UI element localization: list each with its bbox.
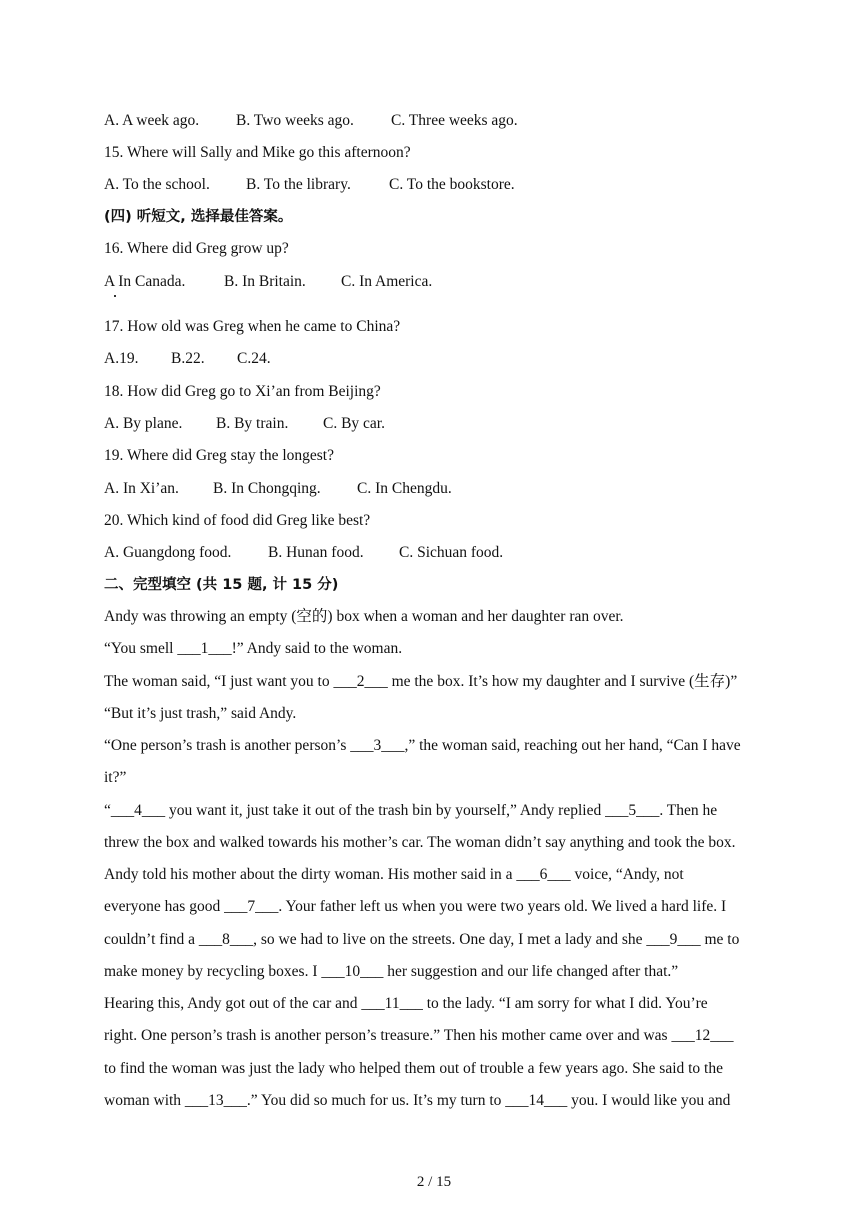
- q17-option-c: C.24.: [237, 350, 271, 367]
- passage-line: “You smell ___1___!” Andy said to the woman.: [104, 640, 403, 657]
- passage-line: right. One person’s trash is another person’s treasure.” Then his mother came over and was ___12___: [104, 1027, 734, 1044]
- page-number: 2 / 15: [416, 1174, 452, 1190]
- q14-option-a: A. A week ago.: [104, 112, 200, 129]
- q18-option-b: B. By train.: [216, 415, 289, 432]
- passage-line: woman with ___13___.” You did so much for us. It’s my turn to ___14___ you. I would like you and: [104, 1092, 731, 1109]
- q17-question: 17. How old was Greg when he came to China?: [104, 318, 401, 335]
- q15-question: 15. Where will Sally and Mike go this afternoon?: [104, 144, 411, 161]
- passage-line: “But it’s just trash,” said Andy.: [104, 705, 297, 722]
- q15-option-c: C. To the bookstore.: [389, 176, 515, 193]
- passage-line: Andy was throwing an empty (空的) box when a woman and her daughter ran over.: [104, 608, 624, 625]
- q17-options: [104, 349, 271, 369]
- q18-option-c: C. By car.: [323, 415, 385, 432]
- q20-question: 20. Which kind of food did Greg like best?: [104, 512, 371, 529]
- section2-heading: 二、完型填空 (共 15 题, 计 15 分): [104, 577, 339, 593]
- section4-heading: (四) 听短文, 选择最佳答案。: [104, 209, 293, 225]
- q16-option-c: C. In America.: [341, 273, 433, 290]
- q20-option-b: B. Hunan food.: [268, 544, 364, 561]
- q20-options: [104, 543, 503, 563]
- q18-question: 18. How did Greg go to Xi’an from Beijing?: [104, 383, 381, 400]
- q20-option-a: A. Guangdong food.: [104, 544, 232, 561]
- q17-option-a: A.19.: [104, 350, 139, 367]
- passage-line: “One person’s trash is another person’s ___3___,” the woman said, reaching out her hand, “Can I have: [104, 737, 741, 754]
- q16-option-a: A In Canada.: [104, 273, 186, 290]
- q17-option-b: B.22.: [171, 350, 205, 367]
- passage-line: Andy told his mother about the dirty woman. His mother said in a ___6___ voice, “Andy, not: [104, 866, 684, 883]
- passage-line: “___4___ you want it, just take it out of the trash bin by yourself,” Andy replied ___5___. Then he: [104, 802, 718, 819]
- passage-line: everyone has good ___7___. Your father left us when you were two years old. We lived a hard life. I: [104, 898, 727, 915]
- q14-option-b: B. Two weeks ago.: [236, 112, 354, 129]
- passage-line: The woman said, “I just want you to ___2___ me the box. It’s how my daughter and I survive (生存)”: [104, 673, 738, 690]
- passage-line: threw the box and walked towards his mother’s car. The woman didn’t say anything and took the box.: [104, 834, 736, 851]
- q14-option-c: C. Three weeks ago.: [391, 112, 518, 129]
- q18-options: [104, 414, 385, 434]
- q14-options: [104, 111, 518, 131]
- q20-option-c: C. Sichuan food.: [399, 544, 504, 561]
- passage-line: it?”: [104, 769, 127, 786]
- q16-question: 16. Where did Greg grow up?: [104, 240, 289, 257]
- q19-option-a: A. In Xi’an.: [104, 480, 179, 497]
- passage-line: Hearing this, Andy got out of the car and ___11___ to the lady. “I am sorry for what I did. You’re: [104, 995, 708, 1012]
- q16-options: [104, 272, 432, 292]
- passage-line: couldn’t find a ___8___, so we had to live on the streets. One day, I met a lady and she ___9___ me to: [104, 931, 740, 948]
- stray-mark: [114, 295, 116, 297]
- passage-line: to find the woman was just the lady who helped them out of trouble a few years ago. She said to the: [104, 1060, 723, 1077]
- q15-option-b: B. To the library.: [246, 176, 351, 193]
- q16-option-b: B. In Britain.: [224, 273, 306, 290]
- q15-options: [104, 175, 515, 195]
- q18-option-a: A. By plane.: [104, 415, 183, 432]
- q19-options: [104, 479, 452, 499]
- q19-question: 19. Where did Greg stay the longest?: [104, 447, 334, 464]
- q19-option-b: B. In Chongqing.: [213, 480, 321, 497]
- passage-line: make money by recycling boxes. I ___10___ her suggestion and our life changed after that.”: [104, 963, 679, 980]
- q19-option-c: C. In Chengdu.: [357, 480, 452, 497]
- q15-option-a: A. To the school.: [104, 176, 210, 193]
